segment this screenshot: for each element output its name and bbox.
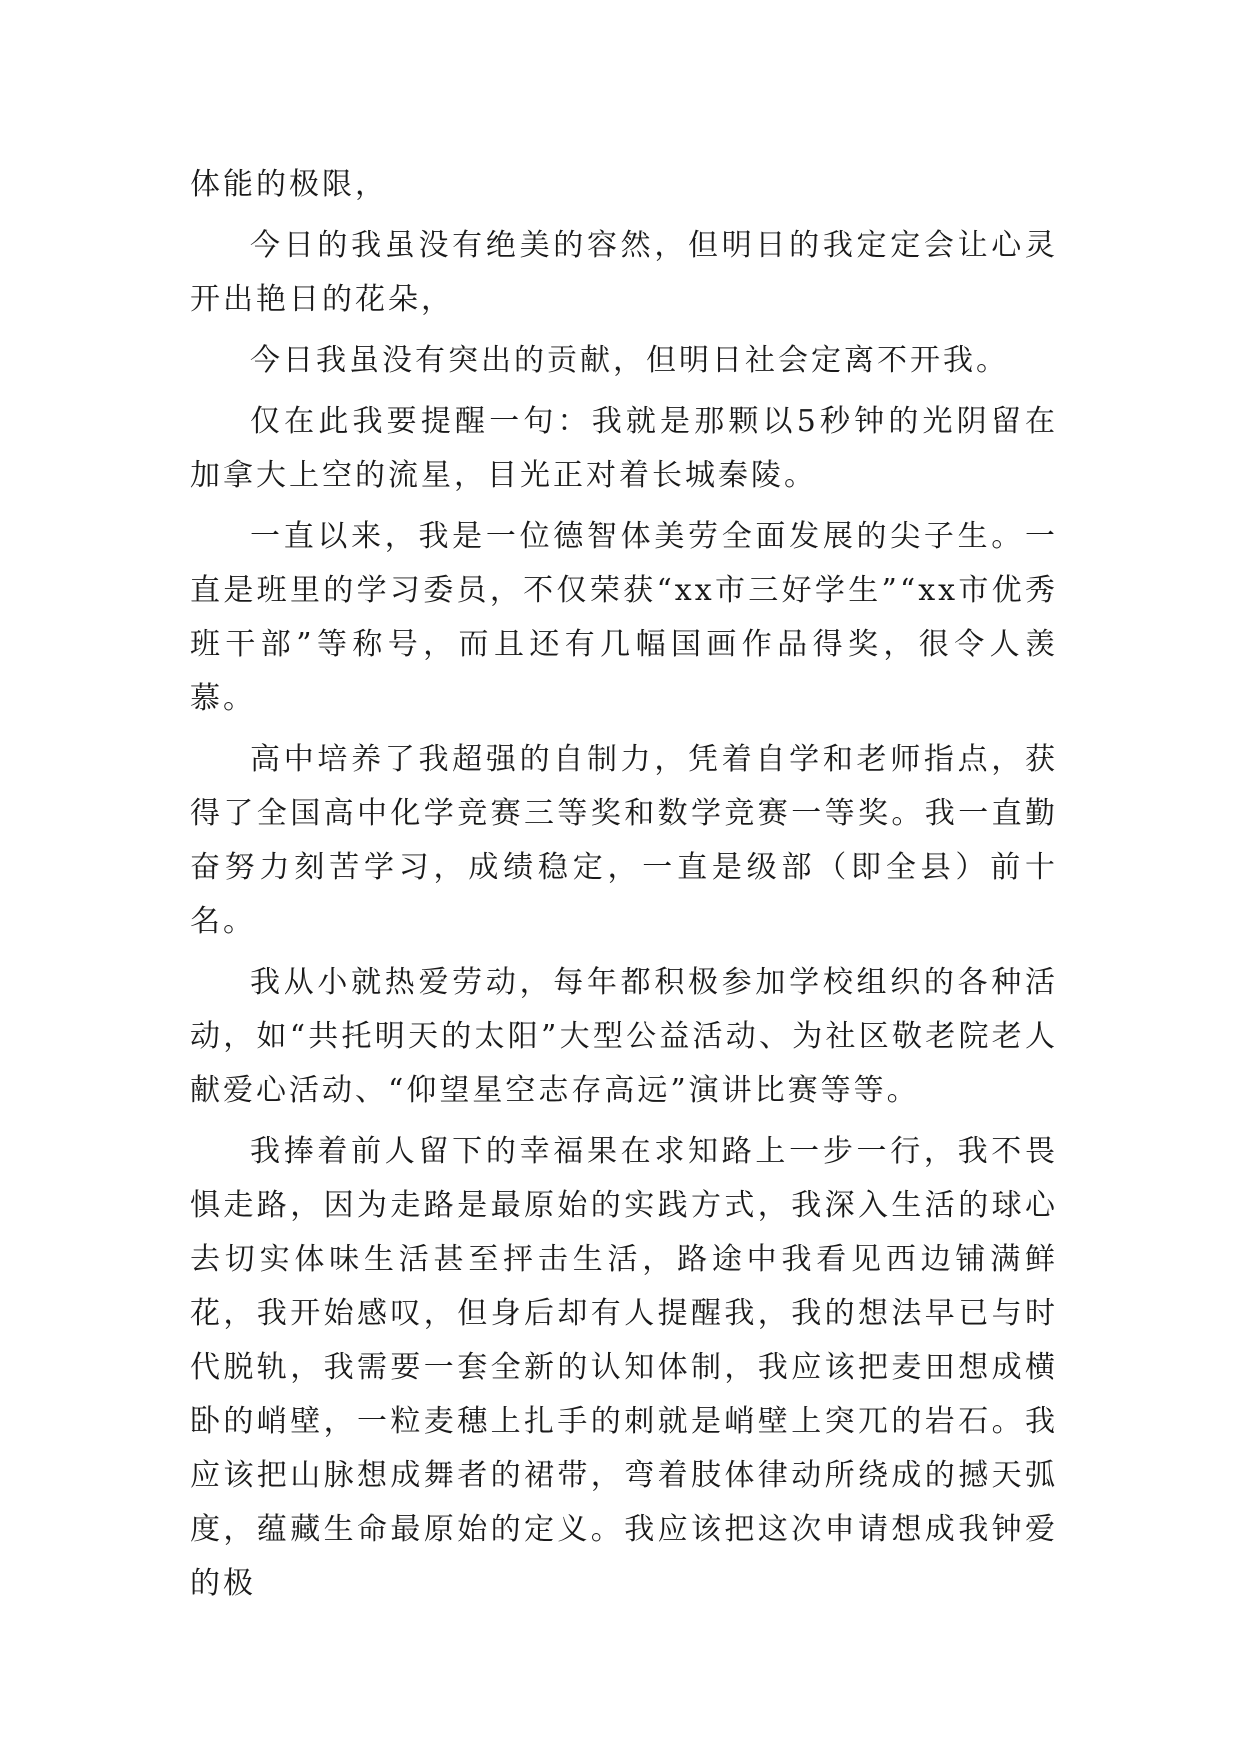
paragraph-4: 仅在此我要提醒一句：我就是那颗以5秒钟的光阴留在加拿大上空的流星，目光正对着长城秦陵。 <box>190 404 1058 493</box>
paragraph-6: 高中培养了我超强的自制力，凭着自学和老师指点，获得了全国高中化学竞赛三等奖和数学竞赛一等奖。我一直勤奋努力刻苦学习，成绩稳定，一直是级部（即全县）前十名。 <box>190 742 1058 939</box>
paragraph-8: 我捧着前人留下的幸福果在求知路上一步一行，我不畏惧走路，因为走路是最原始的实践方式，我深入生活的球心去切实体味生活甚至抨击生活，路途中我看见西边铺满鲜花，我开始感叹，但身后却有人提醒我，我的想法早已与时代脱轨，我需要一套全新的认知体制，我应该把麦田想成横卧的峭壁，一粒麦穗上扎手的刺就是峭壁上突兀的岩石。我应该把山脉想成舞者的裙带，弯着肢体律动所绕成的撼天弧度，蕴藏生命最原始的定义。我应该把这次申请想成我钟爱的极 <box>190 1134 1058 1601</box>
paragraph-5: 一直以来，我是一位德智体美劳全面发展的尖子生。一直是班里的学习委员，不仅荣获“xx市三好学生”“xx市优秀班干部”等称号，而且还有几幅国画作品得奖，很令人羡慕。 <box>190 519 1058 716</box>
paragraph-1: 体能的极限， <box>190 167 388 202</box>
document-body <box>190 158 1058 1618</box>
paragraph-3: 今日我虽没有突出的贡献，但明日社会定离不开我。 <box>250 343 1009 378</box>
paragraph-7: 我从小就热爱劳动，每年都积极参加学校组织的各种活动，如“共托明天的太阳”大型公益活动、为社区敬老院老人献爱心活动、“仰望星空志存高远”演讲比赛等等。 <box>190 965 1058 1108</box>
paragraph-2: 今日的我虽没有绝美的容然，但明日的我定定会让心灵开出艳日的花朵， <box>190 228 1058 317</box>
